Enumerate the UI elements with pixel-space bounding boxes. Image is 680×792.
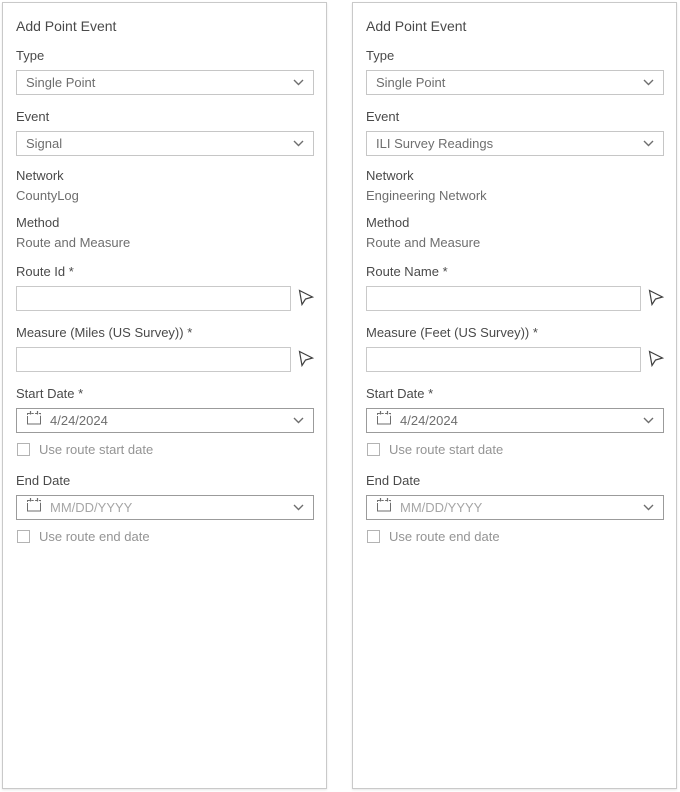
event-label: Event — [366, 109, 400, 124]
pick-from-map-arrow-icon — [647, 288, 664, 310]
end-date-placeholder: MM/DD/YYYY — [50, 500, 133, 515]
method-value: Route and Measure — [16, 235, 131, 250]
use-route-end-date-checkbox[interactable] — [367, 530, 380, 543]
use-route-start-date-label: Use route start date — [389, 442, 504, 457]
method-value: Route and Measure — [366, 235, 481, 250]
end-date-picker[interactable] — [366, 495, 664, 520]
type-label: Type — [366, 48, 395, 63]
start-date-picker[interactable] — [366, 408, 664, 433]
event-label: Event — [16, 109, 50, 124]
use-route-start-date-checkbox[interactable] — [367, 443, 380, 456]
end-date-label: End Date — [16, 473, 71, 488]
chevron-down-icon — [293, 79, 304, 86]
type-select-value: Single Point — [26, 75, 96, 90]
use-route-end-date-checkbox[interactable] — [17, 530, 30, 543]
end-date-picker[interactable] — [16, 495, 314, 520]
route-name-label: Route Name * — [366, 264, 448, 279]
use-route-end-date-label: Use route end date — [389, 529, 500, 544]
start-date-value: 4/24/2024 — [400, 413, 458, 428]
add-point-event-panel-right — [352, 2, 677, 789]
add-point-event-panel-left — [2, 2, 327, 789]
calendar-icon — [376, 410, 392, 431]
chevron-down-icon — [643, 504, 654, 511]
calendar-icon — [26, 410, 42, 431]
pick-route-from-map-button[interactable] — [646, 289, 664, 309]
start-date-label: Start Date * — [16, 386, 84, 401]
network-label: Network — [16, 168, 64, 183]
measure-input[interactable] — [366, 347, 641, 372]
start-date-value: 4/24/2024 — [50, 413, 108, 428]
network-label: Network — [366, 168, 414, 183]
pick-from-map-arrow-icon — [297, 349, 314, 371]
use-route-end-date-row — [366, 529, 664, 544]
method-label: Method — [366, 215, 410, 230]
pick-measure-from-map-button[interactable] — [296, 350, 314, 370]
page-title: Add Point Event — [16, 18, 117, 34]
start-date-picker[interactable] — [16, 408, 314, 433]
route-id-input[interactable] — [16, 286, 291, 311]
start-date-label: Start Date * — [366, 386, 434, 401]
event-select[interactable] — [366, 131, 664, 156]
chevron-down-icon — [643, 140, 654, 147]
pick-route-from-map-button[interactable] — [296, 289, 314, 309]
network-value: CountyLog — [16, 188, 79, 203]
type-select-value: Single Point — [376, 75, 446, 90]
end-date-label: End Date — [366, 473, 421, 488]
page-title: Add Point Event — [366, 18, 467, 34]
use-route-start-date-label: Use route start date — [39, 442, 154, 457]
pick-measure-from-map-button[interactable] — [646, 350, 664, 370]
method-label: Method — [16, 215, 60, 230]
chevron-down-icon — [643, 417, 654, 424]
type-label: Type — [16, 48, 45, 63]
use-route-start-date-checkbox[interactable] — [17, 443, 30, 456]
measure-input[interactable] — [16, 347, 291, 372]
chevron-down-icon — [293, 417, 304, 424]
chevron-down-icon — [293, 504, 304, 511]
route-name-input[interactable] — [366, 286, 641, 311]
calendar-icon — [376, 497, 392, 518]
measure-label: Measure (Miles (US Survey)) * — [16, 325, 193, 340]
calendar-icon — [26, 497, 42, 518]
measure-label: Measure (Feet (US Survey)) * — [366, 325, 538, 340]
route-id-label: Route Id * — [16, 264, 74, 279]
type-select[interactable] — [16, 70, 314, 95]
event-select-value: Signal — [26, 136, 63, 151]
network-value: Engineering Network — [366, 188, 487, 203]
chevron-down-icon — [643, 79, 654, 86]
type-select[interactable] — [366, 70, 664, 95]
use-route-start-date-row — [366, 442, 664, 457]
chevron-down-icon — [293, 140, 304, 147]
pick-from-map-arrow-icon — [647, 349, 664, 371]
event-select[interactable] — [16, 131, 314, 156]
use-route-end-date-row — [16, 529, 314, 544]
pick-from-map-arrow-icon — [297, 288, 314, 310]
event-select-value: ILI Survey Readings — [376, 136, 494, 151]
use-route-end-date-label: Use route end date — [39, 529, 150, 544]
use-route-start-date-row — [16, 442, 314, 457]
end-date-placeholder: MM/DD/YYYY — [400, 500, 483, 515]
